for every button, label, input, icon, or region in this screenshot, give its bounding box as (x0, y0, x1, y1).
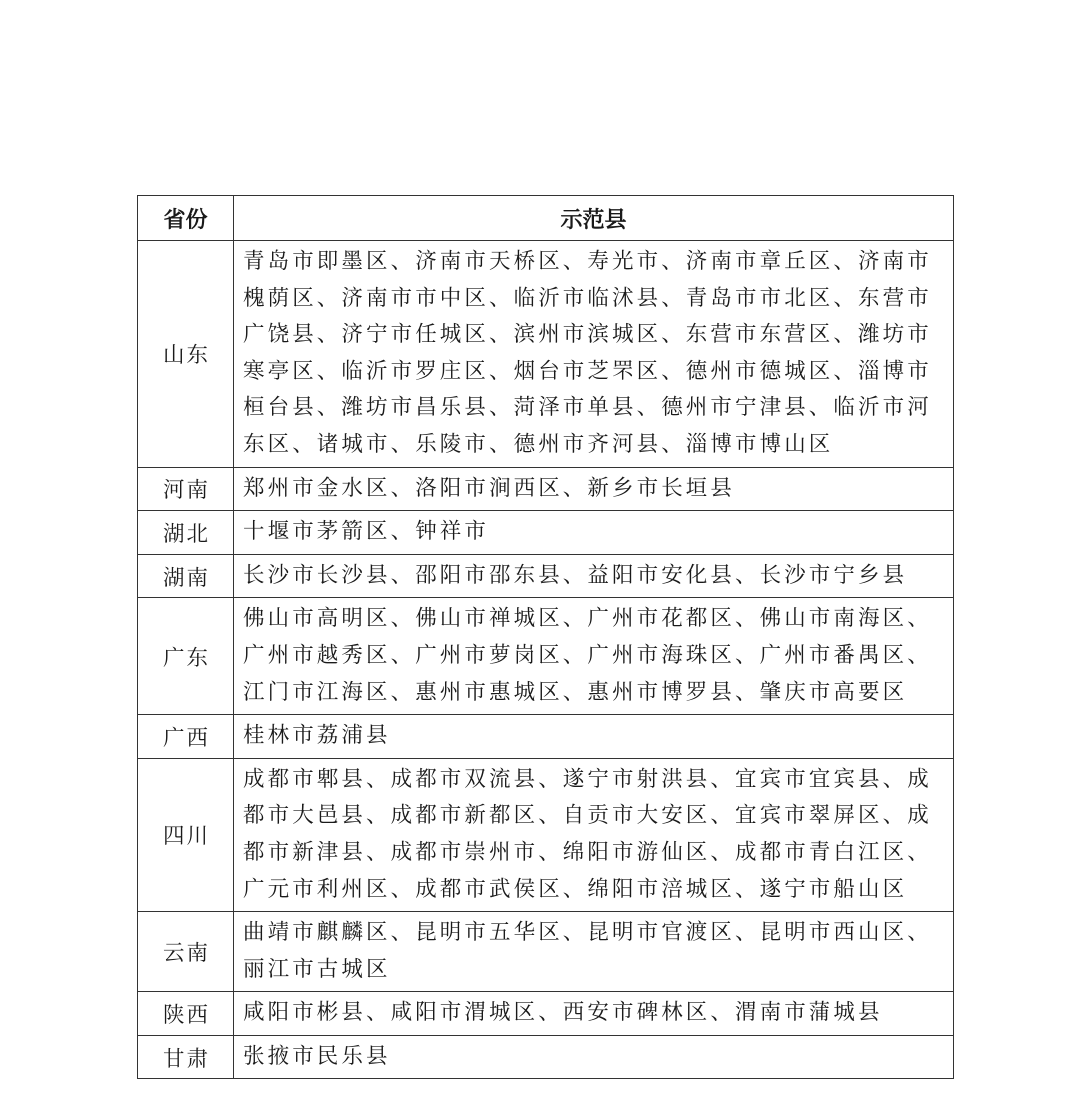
province-cell: 山东 (138, 241, 234, 468)
province-cell: 湖南 (138, 554, 234, 598)
table-row (138, 1035, 954, 1079)
counties-cell: 长沙市长沙县、邵阳市邵东县、益阳市安化县、长沙市宁乡县 (234, 554, 954, 598)
table-row (138, 511, 954, 555)
province-cell: 四川 (138, 758, 234, 911)
province-cell: 广西 (138, 715, 234, 759)
counties-cell: 郑州市金水区、洛阳市涧西区、新乡市长垣县 (234, 467, 954, 511)
table-row (138, 598, 954, 715)
table-header-row (138, 196, 954, 241)
counties-cell: 曲靖市麒麟区、昆明市五华区、昆明市官渡区、昆明市西山区、丽江市古城区 (234, 912, 954, 992)
counties-cell: 十堰市茅箭区、钟祥市 (234, 511, 954, 555)
province-cell: 云南 (138, 912, 234, 992)
table-row (138, 912, 954, 992)
table-row (138, 992, 954, 1036)
table-row (138, 554, 954, 598)
table-row (138, 241, 954, 468)
counties-cell: 桂林市荔浦县 (234, 715, 954, 759)
counties-cell: 张掖市民乐县 (234, 1035, 954, 1079)
province-cell: 陕西 (138, 992, 234, 1036)
counties-cell: 成都市郫县、成都市双流县、遂宁市射洪县、宜宾市宜宾县、成都市大邑县、成都市新都区、自贡市大安区、宜宾市翠屏区、成都市新津县、成都市崇州市、绵阳市游仙区、成都市青白江区、广元市利州区、成都市武侯区、绵阳市涪城区、遂宁市船山区 (234, 758, 954, 911)
demonstration-county-table (137, 195, 954, 1079)
province-cell: 广东 (138, 598, 234, 715)
counties-cell: 咸阳市彬县、咸阳市渭城区、西安市碑林区、渭南市蒲城县 (234, 992, 954, 1036)
counties-cell: 佛山市高明区、佛山市禅城区、广州市花都区、佛山市南海区、广州市越秀区、广州市萝岗区、广州市海珠区、广州市番禺区、江门市江海区、惠州市惠城区、惠州市博罗县、肇庆市高要区 (234, 598, 954, 715)
table-row (138, 758, 954, 911)
header-counties: 示范县 (234, 196, 954, 241)
province-cell: 河南 (138, 467, 234, 511)
province-cell: 湖北 (138, 511, 234, 555)
counties-cell: 青岛市即墨区、济南市天桥区、寿光市、济南市章丘区、济南市槐荫区、济南市市中区、临沂市临沭县、青岛市市北区、东营市广饶县、济宁市任城区、滨州市滨城区、东营市东营区、潍坊市寒亭区、临沂市罗庄区、烟台市芝罘区、德州市德城区、淄博市桓台县、潍坊市昌乐县、菏泽市单县、德州市宁津县、临沂市河东区、诸城市、乐陵市、德州市齐河县、淄博市博山区 (234, 241, 954, 468)
province-cell: 甘肃 (138, 1035, 234, 1079)
header-province: 省份 (138, 196, 234, 241)
table-row (138, 715, 954, 759)
table-row (138, 467, 954, 511)
